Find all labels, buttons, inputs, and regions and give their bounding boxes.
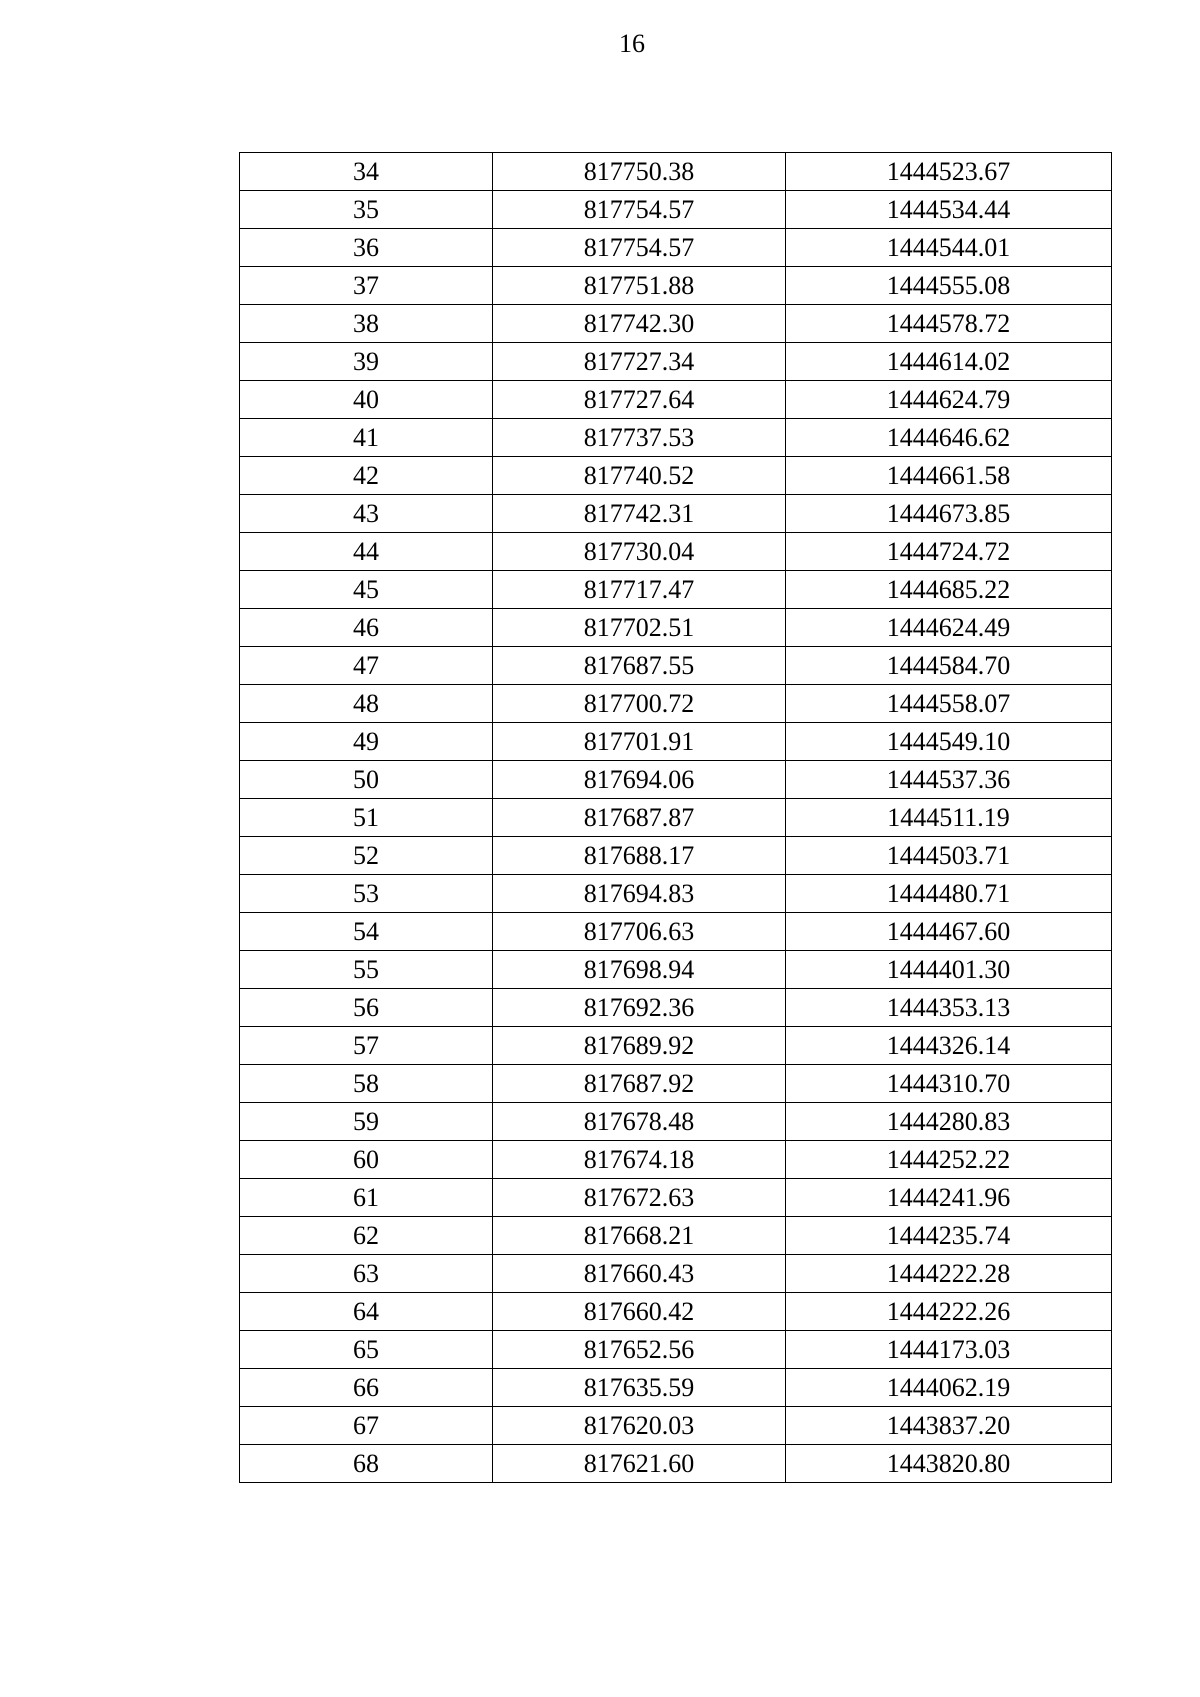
table-row <box>240 533 1112 571</box>
x-coordinate-cell: 817701.91 <box>493 723 786 761</box>
point-number-cell: 50 <box>240 761 493 799</box>
y-coordinate-cell: 1444549.10 <box>786 723 1112 761</box>
table-row <box>240 989 1112 1027</box>
y-coordinate-cell: 1444062.19 <box>786 1369 1112 1407</box>
x-coordinate-cell: 817687.92 <box>493 1065 786 1103</box>
table-row <box>240 457 1112 495</box>
y-coordinate-cell: 1444584.70 <box>786 647 1112 685</box>
x-coordinate-cell: 817620.03 <box>493 1407 786 1445</box>
y-coordinate-cell: 1444558.07 <box>786 685 1112 723</box>
table-row <box>240 381 1112 419</box>
y-coordinate-cell: 1444685.22 <box>786 571 1112 609</box>
y-coordinate-cell: 1444673.85 <box>786 495 1112 533</box>
y-coordinate-cell: 1443820.80 <box>786 1445 1112 1483</box>
coordinates-table-body <box>240 153 1112 1483</box>
table-row <box>240 1445 1112 1483</box>
table-row <box>240 343 1112 381</box>
point-number-cell: 55 <box>240 951 493 989</box>
table-row <box>240 913 1112 951</box>
table-row <box>240 1369 1112 1407</box>
table-row <box>240 305 1112 343</box>
y-coordinate-cell: 1444544.01 <box>786 229 1112 267</box>
x-coordinate-cell: 817660.42 <box>493 1293 786 1331</box>
x-coordinate-cell: 817730.04 <box>493 533 786 571</box>
y-coordinate-cell: 1444724.72 <box>786 533 1112 571</box>
table-row <box>240 1255 1112 1293</box>
x-coordinate-cell: 817706.63 <box>493 913 786 951</box>
y-coordinate-cell: 1444401.30 <box>786 951 1112 989</box>
table-row <box>240 153 1112 191</box>
x-coordinate-cell: 817700.72 <box>493 685 786 723</box>
point-number-cell: 40 <box>240 381 493 419</box>
x-coordinate-cell: 817687.87 <box>493 799 786 837</box>
point-number-cell: 53 <box>240 875 493 913</box>
point-number-cell: 63 <box>240 1255 493 1293</box>
x-coordinate-cell: 817727.64 <box>493 381 786 419</box>
point-number-cell: 66 <box>240 1369 493 1407</box>
table-row <box>240 761 1112 799</box>
point-number-cell: 36 <box>240 229 493 267</box>
x-coordinate-cell: 817635.59 <box>493 1369 786 1407</box>
point-number-cell: 52 <box>240 837 493 875</box>
y-coordinate-cell: 1444503.71 <box>786 837 1112 875</box>
y-coordinate-cell: 1444280.83 <box>786 1103 1112 1141</box>
x-coordinate-cell: 817740.52 <box>493 457 786 495</box>
x-coordinate-cell: 817750.38 <box>493 153 786 191</box>
x-coordinate-cell: 817692.36 <box>493 989 786 1027</box>
point-number-cell: 38 <box>240 305 493 343</box>
table-row <box>240 875 1112 913</box>
point-number-cell: 59 <box>240 1103 493 1141</box>
y-coordinate-cell: 1444624.79 <box>786 381 1112 419</box>
y-coordinate-cell: 1444578.72 <box>786 305 1112 343</box>
x-coordinate-cell: 817689.92 <box>493 1027 786 1065</box>
x-coordinate-cell: 817702.51 <box>493 609 786 647</box>
x-coordinate-cell: 817678.48 <box>493 1103 786 1141</box>
table-row <box>240 1407 1112 1445</box>
point-number-cell: 47 <box>240 647 493 685</box>
table-row <box>240 1103 1112 1141</box>
x-coordinate-cell: 817737.53 <box>493 419 786 457</box>
point-number-cell: 61 <box>240 1179 493 1217</box>
y-coordinate-cell: 1444537.36 <box>786 761 1112 799</box>
x-coordinate-cell: 817717.47 <box>493 571 786 609</box>
point-number-cell: 39 <box>240 343 493 381</box>
x-coordinate-cell: 817751.88 <box>493 267 786 305</box>
x-coordinate-cell: 817660.43 <box>493 1255 786 1293</box>
x-coordinate-cell: 817742.31 <box>493 495 786 533</box>
point-number-cell: 44 <box>240 533 493 571</box>
point-number-cell: 35 <box>240 191 493 229</box>
table-row <box>240 229 1112 267</box>
table-row <box>240 723 1112 761</box>
table-row <box>240 267 1112 305</box>
x-coordinate-cell: 817727.34 <box>493 343 786 381</box>
table-row <box>240 1217 1112 1255</box>
table-row <box>240 1293 1112 1331</box>
x-coordinate-cell: 817698.94 <box>493 951 786 989</box>
y-coordinate-cell: 1444614.02 <box>786 343 1112 381</box>
x-coordinate-cell: 817742.30 <box>493 305 786 343</box>
point-number-cell: 51 <box>240 799 493 837</box>
table-row <box>240 1027 1112 1065</box>
y-coordinate-cell: 1444310.70 <box>786 1065 1112 1103</box>
y-coordinate-cell: 1444480.71 <box>786 875 1112 913</box>
table-row <box>240 1141 1112 1179</box>
point-number-cell: 42 <box>240 457 493 495</box>
point-number-cell: 37 <box>240 267 493 305</box>
x-coordinate-cell: 817754.57 <box>493 229 786 267</box>
point-number-cell: 48 <box>240 685 493 723</box>
table-row <box>240 1065 1112 1103</box>
point-number-cell: 34 <box>240 153 493 191</box>
x-coordinate-cell: 817674.18 <box>493 1141 786 1179</box>
point-number-cell: 67 <box>240 1407 493 1445</box>
y-coordinate-cell: 1444353.13 <box>786 989 1112 1027</box>
y-coordinate-cell: 1443837.20 <box>786 1407 1112 1445</box>
point-number-cell: 46 <box>240 609 493 647</box>
point-number-cell: 65 <box>240 1331 493 1369</box>
y-coordinate-cell: 1444467.60 <box>786 913 1112 951</box>
point-number-cell: 54 <box>240 913 493 951</box>
x-coordinate-cell: 817694.06 <box>493 761 786 799</box>
point-number-cell: 62 <box>240 1217 493 1255</box>
point-number-cell: 56 <box>240 989 493 1027</box>
table-row <box>240 419 1112 457</box>
y-coordinate-cell: 1444326.14 <box>786 1027 1112 1065</box>
x-coordinate-cell: 817668.21 <box>493 1217 786 1255</box>
y-coordinate-cell: 1444222.28 <box>786 1255 1112 1293</box>
y-coordinate-cell: 1444661.58 <box>786 457 1112 495</box>
table-row <box>240 799 1112 837</box>
point-number-cell: 64 <box>240 1293 493 1331</box>
table-row <box>240 685 1112 723</box>
table-row <box>240 951 1112 989</box>
table-row <box>240 1179 1112 1217</box>
y-coordinate-cell: 1444222.26 <box>786 1293 1112 1331</box>
point-number-cell: 43 <box>240 495 493 533</box>
y-coordinate-cell: 1444534.44 <box>786 191 1112 229</box>
y-coordinate-cell: 1444241.96 <box>786 1179 1112 1217</box>
x-coordinate-cell: 817754.57 <box>493 191 786 229</box>
y-coordinate-cell: 1444555.08 <box>786 267 1112 305</box>
point-number-cell: 57 <box>240 1027 493 1065</box>
table-row <box>240 609 1112 647</box>
table-row <box>240 495 1112 533</box>
y-coordinate-cell: 1444523.67 <box>786 153 1112 191</box>
y-coordinate-cell: 1444511.19 <box>786 799 1112 837</box>
coordinates-table <box>239 152 1112 1483</box>
y-coordinate-cell: 1444173.03 <box>786 1331 1112 1369</box>
point-number-cell: 49 <box>240 723 493 761</box>
y-coordinate-cell: 1444235.74 <box>786 1217 1112 1255</box>
table-row <box>240 191 1112 229</box>
table-row <box>240 1331 1112 1369</box>
y-coordinate-cell: 1444252.22 <box>786 1141 1112 1179</box>
point-number-cell: 41 <box>240 419 493 457</box>
y-coordinate-cell: 1444624.49 <box>786 609 1112 647</box>
y-coordinate-cell: 1444646.62 <box>786 419 1112 457</box>
x-coordinate-cell: 817687.55 <box>493 647 786 685</box>
page-number: 16 <box>619 29 645 58</box>
x-coordinate-cell: 817652.56 <box>493 1331 786 1369</box>
point-number-cell: 58 <box>240 1065 493 1103</box>
table-row <box>240 647 1112 685</box>
table-row <box>240 837 1112 875</box>
x-coordinate-cell: 817621.60 <box>493 1445 786 1483</box>
x-coordinate-cell: 817694.83 <box>493 875 786 913</box>
table-row <box>240 571 1112 609</box>
x-coordinate-cell: 817688.17 <box>493 837 786 875</box>
point-number-cell: 60 <box>240 1141 493 1179</box>
point-number-cell: 45 <box>240 571 493 609</box>
point-number-cell: 68 <box>240 1445 493 1483</box>
x-coordinate-cell: 817672.63 <box>493 1179 786 1217</box>
